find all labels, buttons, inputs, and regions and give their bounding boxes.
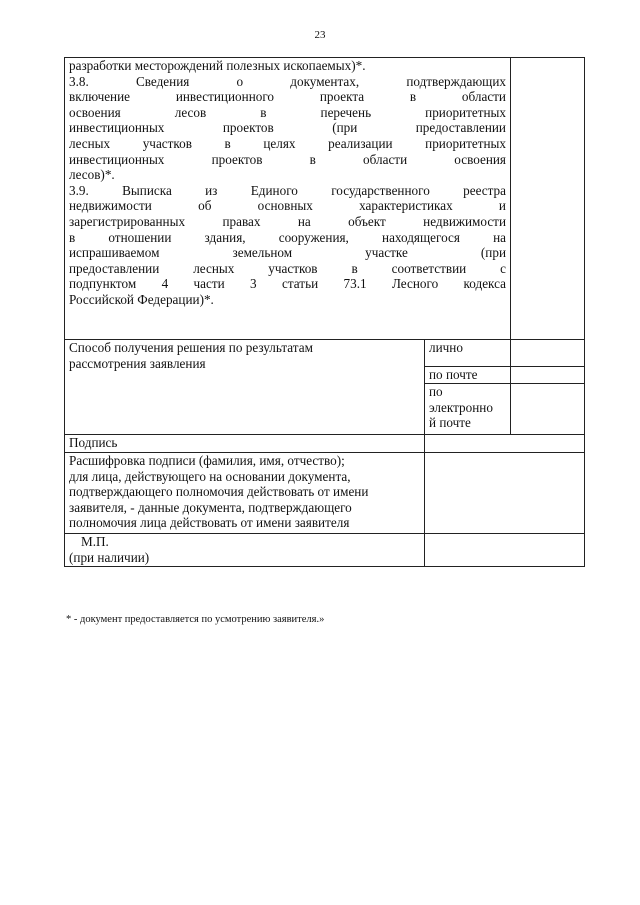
documents-list-line: 3.8. Сведения о документах, подтверждающих — [69, 73, 506, 89]
method-checkbox-email[interactable] — [511, 384, 585, 435]
documents-list-line: инвестиционных проектов в области освоения — [69, 151, 506, 167]
method-label-line: рассмотрения заявления — [69, 355, 206, 371]
method-label-cell — [65, 340, 425, 435]
method-option-email-line: й почте — [429, 415, 471, 431]
documents-list-cell — [65, 58, 511, 340]
decoding-label-line: для лица, действующего на основании документа, — [69, 468, 351, 484]
seal-label-cell — [65, 534, 425, 567]
documents-list-line: лесных участков в целях реализации приоритетных — [69, 135, 506, 151]
method-row-personal — [65, 340, 585, 367]
documents-list-line: включение инвестиционного проекта в области — [69, 89, 506, 105]
documents-list-line: лесов)*. — [69, 167, 115, 183]
documents-list-line: зарегистрированных правах на объект недвижимости — [69, 213, 506, 229]
documents-list-line: разработки месторождений полезных ископаемых)*. — [69, 58, 366, 73]
signature-field[interactable] — [425, 435, 585, 453]
signature-label: Подпись — [65, 435, 425, 453]
method-option-personal: лично — [425, 340, 511, 367]
method-label-line: Способ получения решения по результатам — [69, 340, 313, 355]
method-option-email — [425, 384, 511, 435]
method-checkbox-personal[interactable] — [511, 340, 585, 367]
seal-row — [65, 534, 585, 567]
method-option-email-line: по — [429, 384, 443, 399]
documents-blank-cell[interactable] — [511, 58, 585, 340]
seal-label: М.П. — [81, 534, 109, 549]
documents-list-line: недвижимости об основных характеристиках и — [69, 198, 506, 214]
seal-note: (при наличии) — [69, 549, 150, 565]
documents-list-line: 3.9. Выписка из Единого государственного реестра — [69, 182, 506, 198]
decoding-label-line: полномочия лица действовать от имени заявителя — [69, 515, 350, 531]
documents-list-text — [69, 58, 506, 308]
decoding-label-line: подтверждающего полномочия действовать от имени — [69, 484, 369, 500]
decoding-field[interactable] — [425, 453, 585, 534]
application-form-table — [64, 57, 585, 567]
footnote: * - документ предоставляется по усмотрению заявителя.» — [66, 614, 325, 625]
method-checkbox-mail[interactable] — [511, 367, 585, 384]
page-number: 23 — [314, 29, 326, 41]
documents-list-line: инвестиционных проектов (при предоставлении — [69, 120, 506, 136]
decoding-label-line: Расшифровка подписи (фамилия, имя, отчество); — [69, 453, 345, 468]
decoding-label-cell — [65, 453, 425, 534]
seal-field[interactable] — [425, 534, 585, 567]
signature-row — [65, 435, 585, 453]
method-option-mail: по почте — [425, 367, 511, 384]
documents-list-line: испрашиваемом земельном участке (при — [69, 245, 506, 261]
decoding-row — [65, 453, 585, 534]
documents-list-line: освоения лесов в перечень приоритетных — [69, 104, 506, 120]
method-option-email-line: электронно — [429, 399, 493, 415]
documents-row — [65, 58, 585, 340]
documents-list-line: Российской Федерации)*. — [69, 291, 214, 307]
documents-list-line: подпунктом 4 части 3 статьи 73.1 Лесного кодекса — [69, 276, 506, 292]
decoding-label-line: заявителя, - данные документа, подтверждающего — [69, 499, 352, 515]
documents-list-line: в отношении здания, сооружения, находящегося на — [69, 229, 506, 245]
documents-list-line: предоставлении лесных участков в соответствии с — [69, 260, 506, 276]
